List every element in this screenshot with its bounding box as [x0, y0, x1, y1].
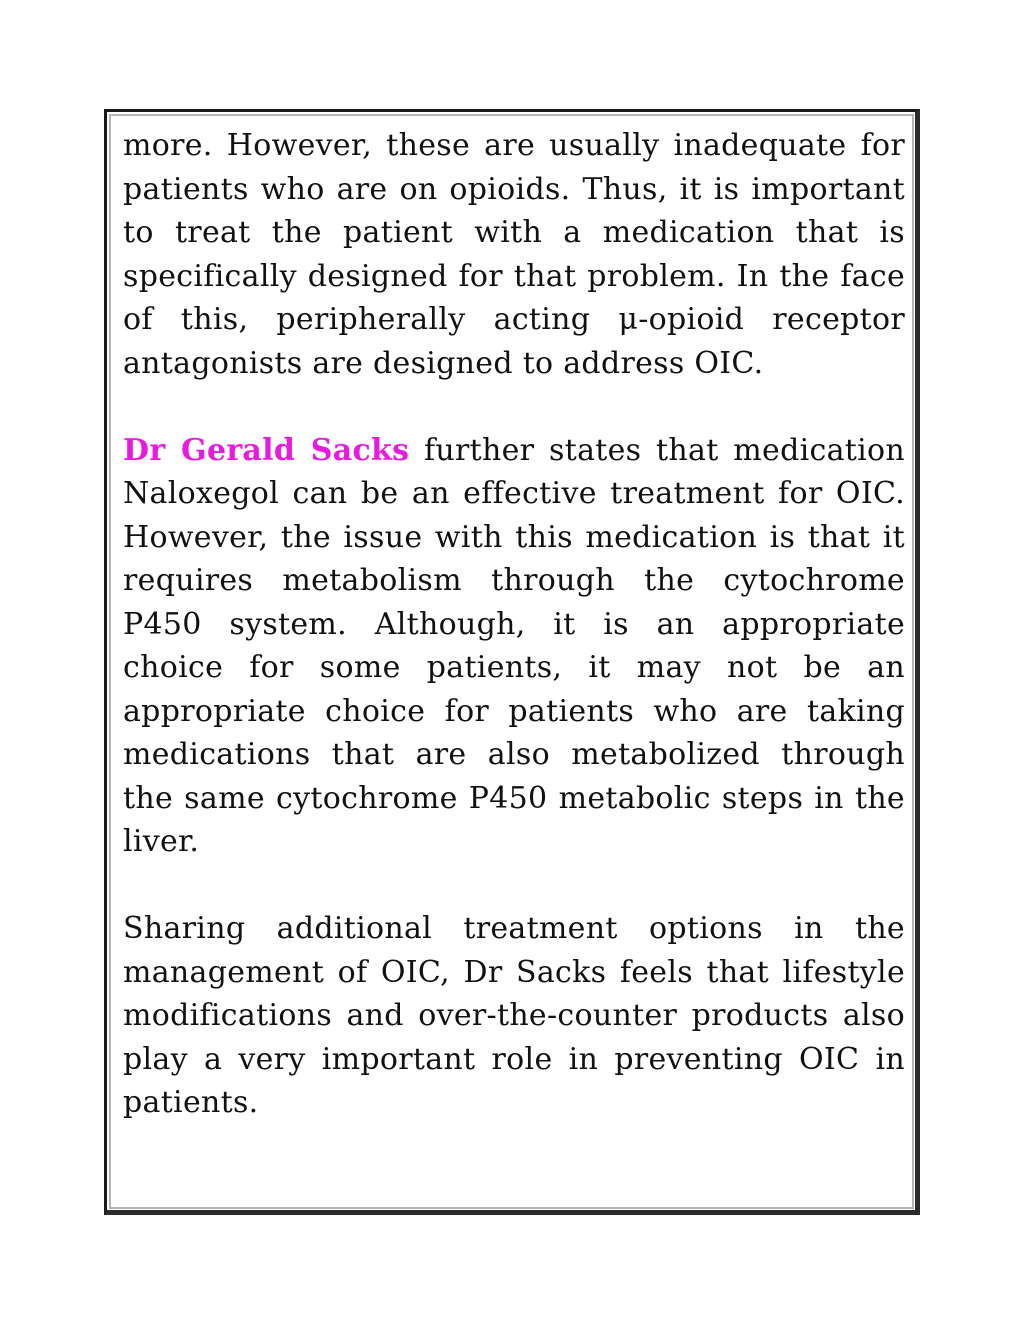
paragraph-3-text: Sharing additional treatment options in the management of OIC, Dr Sacks feels that lifestyle modifications and over-the-counter products also play a very important role in preventing OIC in patients. [123, 911, 905, 1120]
paragraph-1 [123, 124, 905, 385]
paragraph-1-text: more. However, these are usually inadequate for patients who are on opioids. Thus, it is important to treat the patient with a medication that is specifically designed for that problem. In the face of this, peripherally acting μ-opioid receptor antagonists are designed to address OIC. [123, 128, 905, 381]
page-frame [104, 109, 920, 1215]
paragraph-3 [123, 907, 905, 1125]
highlighted-name: Dr Gerald Sacks [123, 432, 410, 468]
document-body [123, 124, 905, 1168]
paragraph-2-text: further states that medication Naloxegol can be an effective treatment for OIC. However, the issue with this medication is that it requires metabolism through the cytochrome P450 system. Although, it is an appropriate choice for some patients, it may not be an appropriate choice for patients who are taking medications that are also metabolized through the same cytochrome P450 metabolic steps in the liver. [123, 432, 905, 859]
paragraph-2 [123, 429, 905, 864]
